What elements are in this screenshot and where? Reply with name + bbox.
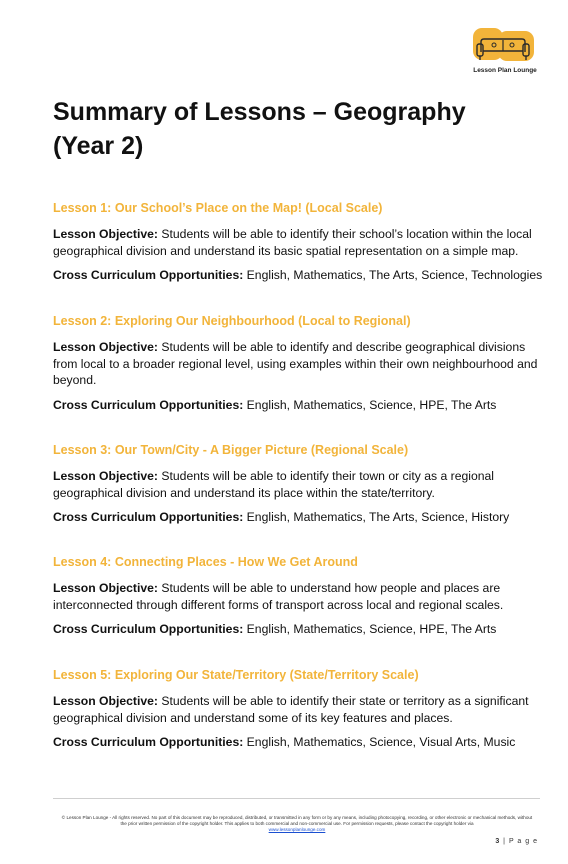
lesson-objective bbox=[53, 580, 543, 613]
lesson-3 bbox=[53, 442, 543, 534]
cross-text: English, Mathematics, Science, HPE, The Arts bbox=[246, 622, 497, 636]
brand-logo bbox=[472, 26, 538, 74]
lesson-5 bbox=[53, 667, 543, 759]
cross-label: Cross Curriculum Opportunities: bbox=[53, 397, 244, 412]
cross-label: Cross Curriculum Opportunities: bbox=[53, 735, 244, 749]
lesson-heading: Lesson 3: Our Town/City - A Bigger Picture (Regional Scale) bbox=[53, 443, 409, 457]
lesson-objective bbox=[53, 468, 543, 501]
cross-label: Cross Curriculum Opportunities: bbox=[53, 622, 244, 636]
cross-text: English, Mathematics, Science, Visual Arts, Music bbox=[246, 735, 516, 749]
copyright-text: © Lesson Plan Lounge - All rights reserved. No part of this document may be reproduced, distributed, or transmitted in any form or by any means, including photocopying, recording, or other electronic or mechanical methods, without the prior written permission of the copyright holder. This applies to both commercial and non-commercial use. For permission requests, please contact the copyright holder via bbox=[61, 815, 533, 826]
lesson-2 bbox=[53, 313, 543, 421]
objective-label: Lesson Objective: bbox=[53, 581, 158, 595]
cross-curriculum bbox=[53, 734, 543, 751]
lesson-heading: Lesson 2: Exploring Our Neighbourhood (Local to Regional) bbox=[53, 314, 411, 328]
lesson-objective bbox=[53, 693, 543, 726]
lesson-heading: Lesson 4: Connecting Places - How We Get Around bbox=[53, 555, 358, 569]
lesson-1 bbox=[53, 200, 543, 292]
page-title: Summary of Lessons – Geography (Year 2) bbox=[53, 98, 466, 160]
website-link[interactable]: www.lessonplanlounge.com bbox=[268, 827, 326, 832]
cross-text: English, Mathematics, The Arts, Science, History bbox=[246, 510, 510, 524]
objective-text: Students will be able to identify their school’s location within the local geographical division and understand its basic spatial representation on a simple map. bbox=[53, 227, 532, 258]
cross-curriculum bbox=[53, 621, 543, 638]
objective-text: Students will be able to understand how people and places are interconnected through different forms of transport across local and regional scales. bbox=[53, 581, 504, 612]
cross-text: English, Mathematics, The Arts, Science, Technologies bbox=[246, 268, 543, 282]
objective-text: Students will be able to identify their state or territory as a significant geographical division and understand some of its key features and places. bbox=[53, 694, 529, 725]
footer-divider bbox=[53, 798, 540, 799]
cross-curriculum bbox=[53, 267, 543, 284]
cross-text: English, Mathematics, Science, HPE, The Arts bbox=[246, 397, 497, 412]
lesson-objective bbox=[53, 226, 543, 259]
objective-label: Lesson Objective: bbox=[53, 227, 158, 241]
objective-label: Lesson Objective: bbox=[53, 469, 158, 483]
lesson-4 bbox=[53, 554, 543, 646]
copyright-notice bbox=[58, 815, 536, 833]
objective-text: Students will be able to identify their town or city as a regional geographical division and understand its place within the state/territory. bbox=[53, 469, 495, 500]
objective-label: Lesson Objective: bbox=[53, 340, 158, 354]
page-number: 3 | P a g e bbox=[495, 838, 538, 845]
lesson-heading: Lesson 5: Exploring Our State/Territory (State/Territory Scale) bbox=[53, 668, 419, 682]
logo-text: Lesson Plan Lounge bbox=[473, 67, 537, 74]
objective-label: Lesson Objective: bbox=[53, 694, 158, 708]
lesson-heading: Lesson 1: Our School’s Place on the Map! (Local Scale) bbox=[53, 201, 383, 215]
cross-curriculum bbox=[53, 397, 543, 414]
page-number-value: 3 bbox=[495, 838, 501, 845]
lesson-objective bbox=[53, 339, 543, 389]
sofa-logo-icon bbox=[472, 26, 538, 66]
objective-text: Students will be able to identify and describe geographical divisions from local to a broader regional level, using examples within their own neighbourhood and beyond. bbox=[53, 340, 538, 387]
cross-label: Cross Curriculum Opportunities: bbox=[53, 268, 244, 282]
cross-curriculum bbox=[53, 509, 543, 526]
cross-label: Cross Curriculum Opportunities: bbox=[53, 510, 244, 524]
page-word: P a g e bbox=[508, 838, 538, 845]
